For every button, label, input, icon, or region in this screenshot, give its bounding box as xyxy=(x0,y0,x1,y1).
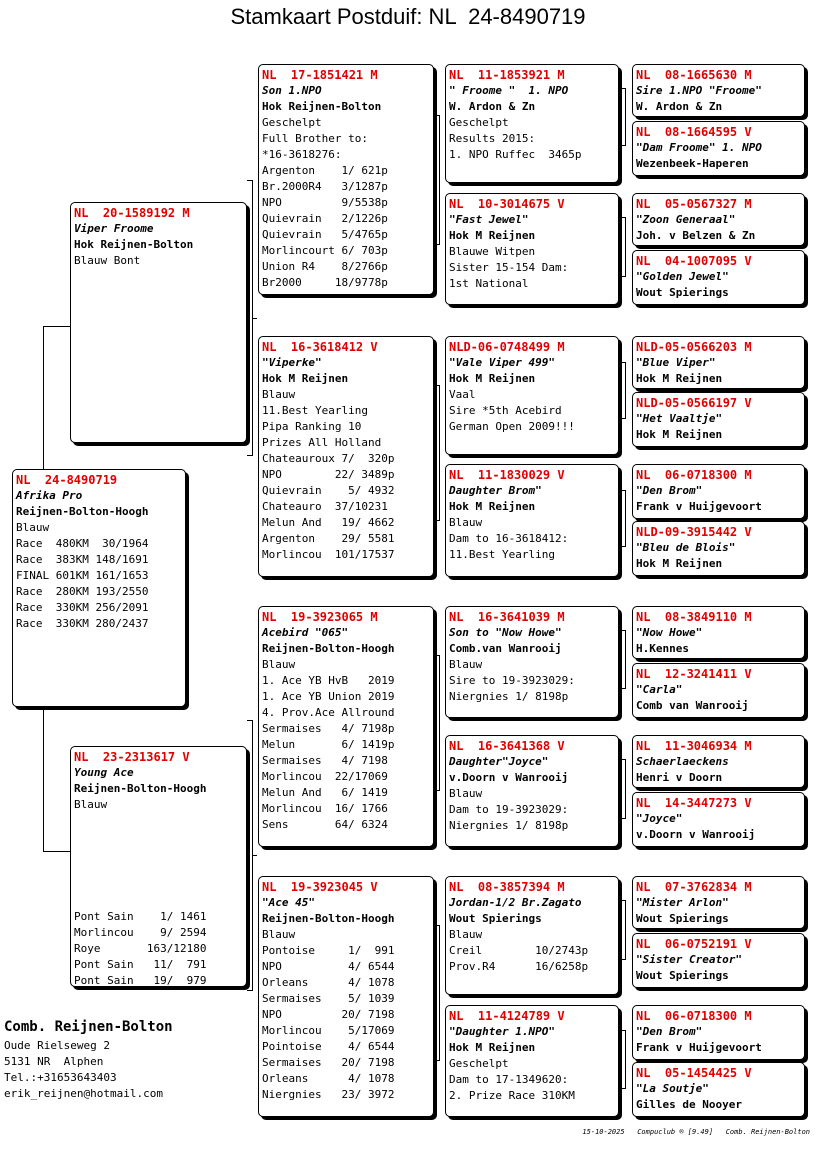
pigeon-name: "Now Howe" xyxy=(636,626,703,639)
pigeon-detail-line: Pontoise 1/ 991 xyxy=(262,944,395,957)
connector-line xyxy=(625,217,626,277)
pigeon-owner: Wezenbeek-Haperen xyxy=(636,157,749,170)
pigeon-detail-line: 11.Best Yearling xyxy=(449,548,555,561)
connector-line xyxy=(43,326,70,327)
ring-number: NL 20-1589192 M xyxy=(74,206,190,220)
pigeon-card-sdd xyxy=(445,464,619,577)
pigeon-detail-line: Geschelpt xyxy=(449,1057,509,1070)
pigeon-detail-line: Orleans 4/ 1078 xyxy=(262,976,395,989)
connector-line xyxy=(439,385,440,521)
pigeon-card-sire xyxy=(70,202,247,443)
pigeon-detail-line: Dam to 19-3923029: xyxy=(449,803,569,816)
pigeon-detail-line: Pointoise 4/ 6544 xyxy=(262,1040,395,1053)
pigeon-detail-line: Morlincou 101/17537 xyxy=(262,548,395,561)
pigeon-owner: W. Ardon & Zn xyxy=(636,100,723,113)
pigeon-card-g11 xyxy=(632,735,805,788)
pigeon-detail-line: NPO 20/ 7198 xyxy=(262,1008,395,1021)
pigeon-detail-line: 2. Prize Race 310KM xyxy=(449,1089,575,1102)
pigeon-detail-line: Br.2000R4 3/1287p xyxy=(262,180,388,193)
pigeon-owner: W. Ardon & Zn xyxy=(449,100,536,113)
pigeon-name: Acebird "065" xyxy=(262,626,349,639)
pigeon-detail-line: Geschelpt xyxy=(449,116,509,129)
pigeon-detail-line: Sermaises 20/ 7198 xyxy=(262,1056,395,1069)
breeder-phone: Tel.:+31653643403 xyxy=(4,1071,117,1084)
pigeon-detail-line: Morlincou 9/ 2594 xyxy=(74,926,207,939)
pigeon-detail-line: 1. NPO Ruffec 3465p xyxy=(449,148,582,161)
pigeon-detail-line: Argenton 1/ 621p xyxy=(262,164,388,177)
pigeon-owner: Reijnen-Bolton-Hoogh xyxy=(74,782,207,795)
pigeon-owner: Wout Spierings xyxy=(636,286,729,299)
pigeon-detail-line xyxy=(74,861,246,877)
pigeon-detail-line: Argenton 29/ 5581 xyxy=(262,532,395,545)
pigeon-name: Schaerlaeckens xyxy=(636,755,729,768)
pigeon-card-ss xyxy=(258,64,434,295)
pigeon-name: "Mister Arlon" xyxy=(636,896,729,909)
pigeon-owner: Hok M Reijnen xyxy=(636,372,723,385)
pigeon-name: " Froome " 1. NPO xyxy=(449,84,569,97)
pigeon-card-g16 xyxy=(632,1062,805,1117)
pigeon-detail-line: Chateauro 37/10231 xyxy=(262,500,388,513)
pigeon-detail-line: Prov.R4 16/6258p xyxy=(449,960,589,973)
ring-number: NLD-06-0748499 M xyxy=(449,340,565,354)
ring-number: NL 06-0752191 V xyxy=(636,937,752,951)
pigeon-detail-line: Blauw xyxy=(262,658,296,671)
ring-number: NL 08-3857394 M xyxy=(449,880,565,894)
connector-line xyxy=(252,855,257,856)
pigeon-detail-line: Orleans 4/ 1078 xyxy=(262,1072,395,1085)
pigeon-card-g2 xyxy=(632,121,805,176)
pigeon-detail-line: Morlincou 5/17069 xyxy=(262,1024,395,1037)
pigeon-owner: Hok M Reijnen xyxy=(449,500,536,513)
pigeon-detail-line: Sister 15-154 Dam: xyxy=(449,261,569,274)
pigeon-name: "Zoon Generaal" xyxy=(636,213,736,226)
connector-line xyxy=(625,362,626,419)
pigeon-card-sd xyxy=(258,336,434,577)
pigeon-detail-line xyxy=(74,845,246,861)
pigeon-detail-line: Race 280KM 193/2550 xyxy=(16,585,149,598)
pigeon-detail-line: Blauw xyxy=(74,798,108,811)
pigeon-detail-line: Dam to 17-1349620: xyxy=(449,1073,569,1086)
pigeon-owner: Wout Spierings xyxy=(636,969,729,982)
connector-line xyxy=(625,759,626,819)
ring-number: NL 04-1007095 V xyxy=(636,254,752,268)
pigeon-detail-line: NPO 22/ 3489p xyxy=(262,468,395,481)
pigeon-name: "Viperke" xyxy=(262,356,322,369)
pigeon-detail-line: Sermaises 4/ 7198 xyxy=(262,754,388,767)
pigeon-owner: v.Doorn v Wanrooij xyxy=(449,771,569,784)
pigeon-card-g4 xyxy=(632,250,805,305)
pigeon-card-g10 xyxy=(632,663,805,718)
pigeon-owner: Hok M Reijnen xyxy=(449,372,536,385)
pigeon-card-dam xyxy=(70,746,247,987)
pigeon-card-g8 xyxy=(632,521,805,576)
pigeon-owner: Hok Reijnen-Bolton xyxy=(74,238,194,251)
connector-line xyxy=(625,88,626,146)
pigeon-owner: Comb.van Wanrooij xyxy=(449,642,562,655)
breeder-postcode: 5131 NR Alphen xyxy=(4,1055,104,1068)
pigeon-detail-line: Morlincourt 6/ 703p xyxy=(262,244,388,257)
ring-number: NL 08-1664595 V xyxy=(636,125,752,139)
pigeon-detail-line: Pont Sain 19/ 979 xyxy=(74,974,207,987)
pigeon-name: "Joyce" xyxy=(636,812,683,825)
pigeon-card-g5 xyxy=(632,336,805,389)
pigeon-card-dds xyxy=(445,876,619,995)
pigeon-detail-line: Race 330KM 256/2091 xyxy=(16,601,149,614)
pigeon-owner: Hok M Reijnen xyxy=(636,428,723,441)
pigeon-detail-line: Geschelpt xyxy=(262,116,322,129)
pigeon-detail-line: Race 330KM 280/2437 xyxy=(16,617,149,630)
pigeon-detail-line: Blauw xyxy=(16,521,50,534)
pigeon-detail-line: Sire *5th Acebird xyxy=(449,404,562,417)
pigeon-name: "Dam Froome" 1. NPO xyxy=(636,141,762,154)
ring-number: NL 16-3618412 V xyxy=(262,340,378,354)
pigeon-name: "Blue Viper" xyxy=(636,356,716,369)
pigeon-name: "Fast Jewel" xyxy=(449,213,529,226)
ring-number: NL 08-1665630 M xyxy=(636,68,752,82)
pigeon-name: Daughter"Joyce" xyxy=(449,755,549,768)
pigeon-detail-line: 1. Ace YB Union 2019 xyxy=(262,690,395,703)
pigeon-name: Young Ace xyxy=(74,766,134,779)
pigeon-card-ds xyxy=(258,606,434,847)
pigeon-detail-line: Roye 163/12180 xyxy=(74,942,207,955)
pigeon-card-dss xyxy=(445,606,619,718)
ring-number: NL 11-1853921 M xyxy=(449,68,565,82)
page-title: Stamkaart Postduif: NL 24-8490719 xyxy=(230,4,586,29)
pigeon-detail-line: Pont Sain 11/ 791 xyxy=(74,958,207,971)
ring-number: NL 11-3046934 M xyxy=(636,739,752,753)
ring-number: NLD-09-3915442 V xyxy=(636,525,752,539)
pigeon-detail-line: 1. Ace YB HvB 2019 xyxy=(262,674,395,687)
pigeon-detail-line: FINAL 601KM 161/1653 xyxy=(16,569,149,582)
ring-number: NL 14-3447273 V xyxy=(636,796,752,810)
ring-number: NL 19-3923065 M xyxy=(262,610,378,624)
breeder-block xyxy=(4,1018,173,1102)
pigeon-detail-line: Prizes All Holland xyxy=(262,436,382,449)
pigeon-name: "Den Brom" xyxy=(636,484,703,497)
pigeon-owner: Henri v Doorn xyxy=(636,771,723,784)
pigeon-detail-line: Blauw Bont xyxy=(74,254,141,267)
pigeon-detail-line: Blauwe Witpen xyxy=(449,245,536,258)
pigeon-detail-line: Pipa Ranking 10 xyxy=(262,420,362,433)
connector-line xyxy=(439,115,440,245)
pigeon-detail-line: 1st National xyxy=(449,277,529,290)
connector-line xyxy=(625,1030,626,1089)
pigeon-detail-line: Quievrain 5/4765p xyxy=(262,228,388,241)
pigeon-detail-line: Blauw xyxy=(449,787,483,800)
pigeon-owner: Gilles de Nooyer xyxy=(636,1098,742,1111)
pigeon-card-g15 xyxy=(632,1005,805,1060)
pigeon-owner: Wout Spierings xyxy=(636,912,729,925)
pigeon-detail-line: Results 2015: xyxy=(449,132,536,145)
pigeon-name: Jordan-1/2 Br.Zagato xyxy=(449,896,582,909)
ring-number: NL 06-0718300 M xyxy=(636,1009,752,1023)
ring-number: NL 16-3641368 V xyxy=(449,739,565,753)
pigeon-owner: Frank v Huijgevoort xyxy=(636,500,762,513)
pigeon-detail-line: *16-3618276: xyxy=(262,148,342,161)
pigeon-detail-line: German Open 2009!!! xyxy=(449,420,575,433)
ring-number: NL 12-3241411 V xyxy=(636,667,752,681)
pigeon-detail-line: Morlincou 22/17069 xyxy=(262,770,388,783)
ring-number: NL 05-0567327 M xyxy=(636,197,752,211)
pigeon-detail-line: Union R4 8/2766p xyxy=(262,260,388,273)
pigeon-detail-line: Chateauroux 7/ 320p xyxy=(262,452,395,465)
pigeon-detail-line: Quievrain 2/1226p xyxy=(262,212,388,225)
pigeon-name: "Het Vaaltje" xyxy=(636,412,723,425)
connector-line xyxy=(43,851,70,852)
pigeon-name: Viper Froome xyxy=(74,222,154,235)
pigeon-card-g9 xyxy=(632,606,805,659)
pigeon-detail-line: Race 480KM 30/1964 xyxy=(16,537,149,550)
pigeon-detail-line: Niergnies 1/ 8198p xyxy=(449,690,569,703)
pigeon-detail-line xyxy=(74,877,246,893)
pigeon-card-g6 xyxy=(632,392,805,447)
pigeon-card-dd xyxy=(258,876,434,1117)
pigeon-card-sds xyxy=(445,336,619,455)
ring-number: NL 06-0718300 M xyxy=(636,468,752,482)
pigeon-name: "Golden Jewel" xyxy=(636,270,729,283)
ring-number: NLD-05-0566203 M xyxy=(636,340,752,354)
pigeon-name: Son to "Now Howe" xyxy=(449,626,562,639)
connector-line xyxy=(625,490,626,547)
breeder-email: erik_reijnen@hotmail.com xyxy=(4,1087,163,1100)
pigeon-name: "Bleu de Blois" xyxy=(636,541,736,554)
pigeon-card-subject xyxy=(12,469,186,707)
pigeon-owner: Frank v Huijgevoort xyxy=(636,1041,762,1054)
ring-number: NL 19-3923045 V xyxy=(262,880,378,894)
pigeon-detail-line: Full Brother to: xyxy=(262,132,368,145)
pigeon-detail-line: Sens 64/ 6324 xyxy=(262,818,388,831)
ring-number: NLD-05-0566197 V xyxy=(636,396,752,410)
pigeon-owner: Hok Reijnen-Bolton xyxy=(262,100,382,113)
pigeon-detail-line: Melun 6/ 1419p xyxy=(262,738,395,751)
breeder-address: Oude Rielseweg 2 xyxy=(4,1039,110,1052)
ring-number: NL 23-2313617 V xyxy=(74,750,190,764)
pigeon-detail-line: NPO 4/ 6544 xyxy=(262,960,395,973)
ring-number: NL 08-3849110 M xyxy=(636,610,752,624)
ring-number: NL 24-8490719 xyxy=(16,473,118,487)
pigeon-name: "Daughter 1.NPO" xyxy=(449,1025,555,1038)
pigeon-detail-line: Blauw xyxy=(449,658,483,671)
breeder-name: Comb. Reijnen-Bolton xyxy=(4,1019,173,1035)
pigeon-detail-line: Sire to 19-3923029: xyxy=(449,674,575,687)
pigeon-detail-line: Niergnies 1/ 8198p xyxy=(449,819,569,832)
pigeon-owner: H.Kennes xyxy=(636,642,689,655)
pigeon-owner: Hok M Reijnen xyxy=(449,229,536,242)
pigeon-name: "Ace 45" xyxy=(262,896,315,909)
pigeon-detail-line: NPO 9/5538p xyxy=(262,196,388,209)
pigeon-name: Afrika Pro xyxy=(16,489,83,502)
pigeon-owner: Wout Spierings xyxy=(449,912,542,925)
pigeon-detail-line: Race 383KM 148/1691 xyxy=(16,553,149,566)
ring-number: NL 17-1851421 M xyxy=(262,68,378,82)
pigeon-name: "Sister Creator" xyxy=(636,953,742,966)
connector-line xyxy=(439,655,440,791)
pigeon-detail-line: Quievrain 5/ 4932 xyxy=(262,484,395,497)
pigeon-detail-line: Melun And 6/ 1419 xyxy=(262,786,388,799)
connector-line xyxy=(439,925,440,1061)
pigeon-detail-line: Creil 10/2743p xyxy=(449,944,589,957)
pigeon-detail-line xyxy=(74,893,246,909)
ring-number: NL 05-1454425 V xyxy=(636,1066,752,1080)
pigeon-detail-line: 4. Prov.Ace Allround xyxy=(262,706,395,719)
ring-number: NL 10-3014675 V xyxy=(449,197,565,211)
ring-number: NL 11-1830029 V xyxy=(449,468,565,482)
pigeon-detail-line: 11.Best Yearling xyxy=(262,404,368,417)
pigeon-name: "Vale Viper 499" xyxy=(449,356,555,369)
pigeon-detail-line xyxy=(74,813,246,829)
pigeon-card-g13 xyxy=(632,876,805,929)
connector-line xyxy=(625,900,626,960)
pigeon-detail-line: Blauw xyxy=(262,928,296,941)
pigeon-detail-line: Blauw xyxy=(449,516,483,529)
pigeon-detail-line: Br2000 18/9778p xyxy=(262,276,388,289)
pigeon-card-g1 xyxy=(632,64,805,117)
ring-number: NL 07-3762834 M xyxy=(636,880,752,894)
pigeon-owner: Comb van Wanrooij xyxy=(636,699,749,712)
pigeon-name: "La Soutje" xyxy=(636,1082,709,1095)
pigeon-detail-line: Dam to 16-3618412: xyxy=(449,532,569,545)
pigeon-card-ddd xyxy=(445,1005,619,1117)
pigeon-owner: Hok M Reijnen xyxy=(262,372,349,385)
pigeon-owner: v.Doorn v Wanrooij xyxy=(636,828,756,841)
pigeon-card-ssd xyxy=(445,193,619,305)
pigeon-detail-line: Sermaises 4/ 7198p xyxy=(262,722,395,735)
pigeon-card-g3 xyxy=(632,193,805,246)
pigeon-card-dsd xyxy=(445,735,619,847)
pigeon-detail-line: Morlincou 16/ 1766 xyxy=(262,802,388,815)
pigeon-name: Daughter Brom" xyxy=(449,484,542,497)
pigeon-detail-line: Melun And 19/ 4662 xyxy=(262,516,395,529)
pigeon-detail-line: Pont Sain 1/ 1461 xyxy=(74,910,207,923)
pigeon-card-sss xyxy=(445,64,619,183)
pigeon-detail-line: Vaal xyxy=(449,388,476,401)
pigeon-detail-line: Sermaises 5/ 1039 xyxy=(262,992,395,1005)
ring-number: NL 16-3641039 M xyxy=(449,610,565,624)
pigeon-owner: Reijnen-Bolton-Hoogh xyxy=(16,505,149,518)
pigeon-card-g7 xyxy=(632,464,805,519)
pigeon-owner: Reijnen-Bolton-Hoogh xyxy=(262,642,395,655)
pigeon-owner: Joh. v Belzen & Zn xyxy=(636,229,756,242)
footer-credit: 15-10-2025 Compuclub ® [9.49] Comb. Reijnen-Bolton xyxy=(582,1128,810,1136)
ring-number: NL 11-4124789 V xyxy=(449,1009,565,1023)
connector-line xyxy=(43,326,44,469)
pigeon-detail-line: Blauw xyxy=(449,928,483,941)
pigeon-name: "Den Brom" xyxy=(636,1025,703,1038)
pigeon-name: Son 1.NPO xyxy=(262,84,322,97)
connector-line xyxy=(625,630,626,689)
pigeon-card-g14 xyxy=(632,933,805,988)
connector-line xyxy=(252,318,257,319)
pigeon-card-g12 xyxy=(632,792,805,847)
pigeon-owner: Hok M Reijnen xyxy=(449,1041,536,1054)
pigeon-owner: Hok M Reijnen xyxy=(636,557,723,570)
connector-line xyxy=(43,707,44,852)
pigeon-detail-line xyxy=(74,829,246,845)
pigeon-detail-line: Blauw xyxy=(262,388,296,401)
pigeon-name: Sire 1.NPO "Froome" xyxy=(636,84,762,97)
pigeon-name: "Carla" xyxy=(636,683,683,696)
pigeon-detail-line: Niergnies 23/ 3972 xyxy=(262,1088,395,1101)
pigeon-owner: Reijnen-Bolton-Hoogh xyxy=(262,912,395,925)
